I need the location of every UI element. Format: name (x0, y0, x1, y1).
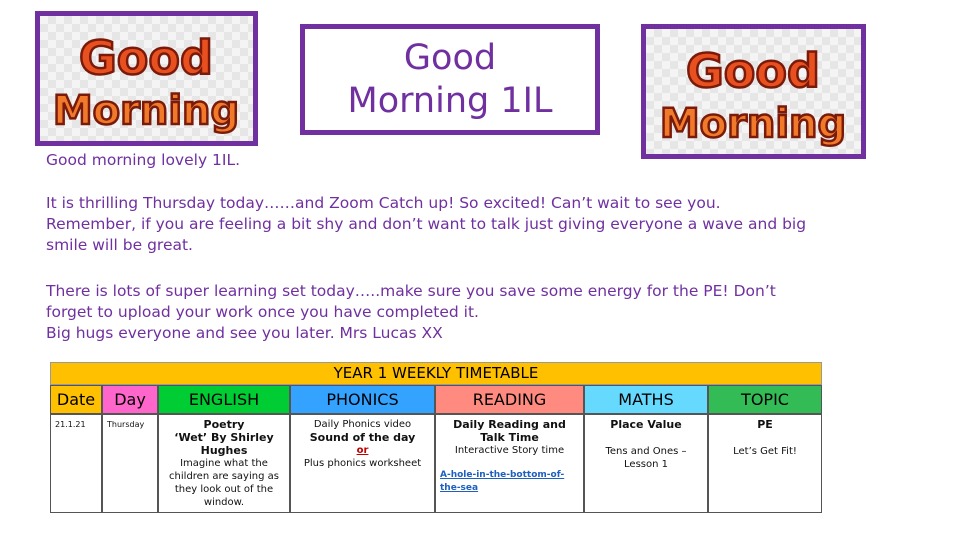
page-title: Good Morning 1IL (347, 37, 553, 121)
cell-maths (584, 414, 708, 513)
good-morning-logo-graphic (646, 29, 861, 154)
cell-english (158, 414, 290, 513)
maths-title: Place Value (610, 418, 682, 431)
phonics-or: or (356, 445, 369, 456)
english-text: Imagine what the children are saying as they look out of the window. (169, 458, 279, 508)
table-row (50, 414, 822, 513)
title-box (300, 24, 600, 135)
column-header-topic: TOPIC (708, 385, 822, 414)
column-header-phonics: PHONICS (290, 385, 435, 414)
message-line: Remember, if you are feeling a bit shy and don’t want to talk just giving everyone a wave and big (46, 215, 807, 233)
maths-text: Tens and Ones – Lesson 1 (605, 446, 687, 470)
good-morning-logo-right (641, 24, 866, 159)
good-morning-logo-graphic (40, 16, 253, 141)
reading-title: Daily Reading and Talk Time (453, 418, 566, 444)
phonics-line2: Sound of the day (309, 431, 416, 444)
weekly-timetable (50, 362, 822, 513)
logo-word-good: Good (79, 31, 213, 85)
column-header-english: ENGLISH (158, 385, 290, 414)
timetable-title: YEAR 1 WEEKLY TIMETABLE (50, 362, 822, 385)
reading-text: Interactive Story time (454, 445, 565, 456)
column-header-date: Date (50, 385, 102, 414)
reading-story-link[interactable]: A-hole-in-the-bottom-of-the-sea (440, 470, 565, 493)
topic-title: PE (757, 418, 773, 431)
logo-word-good: Good (686, 44, 820, 98)
cell-topic (708, 414, 822, 513)
greeting-text: Good morning lovely 1IL. (46, 151, 241, 169)
timetable-header-row (50, 385, 822, 414)
cell-reading (435, 414, 584, 513)
topic-text: Let’s Get Fit! (733, 446, 797, 457)
cell-phonics (290, 414, 435, 513)
good-morning-logo-left (35, 11, 258, 146)
logo-word-morning: Morning (52, 88, 240, 134)
cell-date: 21.1.21 (50, 414, 102, 513)
english-subtitle: ‘Wet’ By Shirley Hughes (174, 431, 274, 457)
message-line: forget to upload your work once you have completed it. (46, 303, 479, 321)
message-line: There is lots of super learning set today…..make sure you save some energy for the PE! Don’t (46, 282, 776, 300)
cell-day: Thursday (102, 414, 158, 513)
signoff-line: Big hugs everyone and see you later. Mrs Lucas XX (46, 324, 443, 342)
english-title: Poetry (203, 418, 245, 431)
column-header-maths: MATHS (584, 385, 708, 414)
message-line: It is thrilling Thursday today……and Zoom Catch up! So excited! Can’t wait to see you. (46, 194, 721, 212)
logo-word-morning: Morning (659, 101, 847, 147)
column-header-day: Day (102, 385, 158, 414)
message-line: smile will be great. (46, 236, 193, 254)
phonics-line3: Plus phonics worksheet (303, 458, 422, 469)
column-header-reading: READING (435, 385, 584, 414)
phonics-line1: Daily Phonics video (313, 419, 412, 430)
